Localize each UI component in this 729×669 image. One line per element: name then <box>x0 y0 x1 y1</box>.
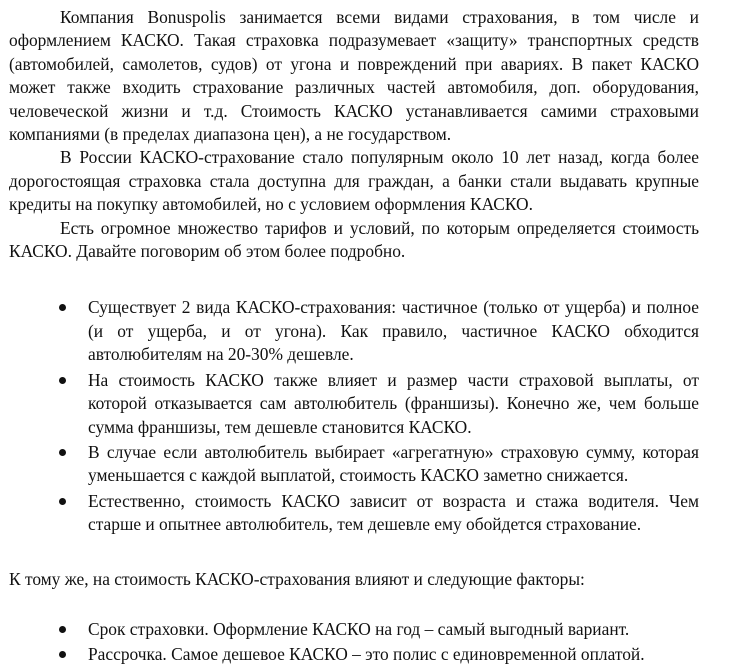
bullet-text: В случае если автолюбитель выбирает «агрегатную» страховую сумму, которая уменьшается с каждой выплатой, стоимость КАСКО заметно снижается. <box>88 441 699 486</box>
bullet-item <box>9 441 699 488</box>
spacer <box>9 591 699 618</box>
factors-bullet-list <box>9 618 699 667</box>
bullet-icon <box>59 304 66 311</box>
bullet-text: Рассрочка. Самое дешевое КАСКО – это полис с единовременной оплатой. <box>88 644 645 665</box>
main-bullet-list <box>9 296 699 536</box>
spacer <box>9 539 699 568</box>
spacer <box>9 263 699 296</box>
bullet-text: Существует 2 вида КАСКО-страхования: частичное (только от ущерба) и полное (и от ущерба, и от угона). Как правило, частичное КАСКО обходится автолюбителям на 20-30% дешевле. <box>88 297 699 365</box>
bullet-item <box>9 369 699 439</box>
intro-paragraph-2: В России КАСКО-страхование стало популярным около 10 лет назад, когда более дорогостоящая страховка стала доступна для граждан, а банки стали выдавать крупные кредиты на покупку автомобилей, но с условием оформления КАСКО. <box>9 147 699 215</box>
bullet-item <box>9 643 699 666</box>
bullet-text: Естественно, стоимость КАСКО зависит от возраста и стажа водителя. Чем старше и опытнее автолюбитель, тем дешевле ему обойдется страхование. <box>88 490 699 535</box>
bullet-icon <box>59 651 66 658</box>
bullet-icon <box>59 498 66 505</box>
factors-intro: К тому же, на стоимость КАСКО-страхования влияют и следующие факторы: <box>9 568 585 589</box>
bullet-item <box>9 618 699 641</box>
intro-paragraph-1: Компания Bonuspolis занимается всеми видами страхования, в том числе и оформлением КАСКО. Такая страховка подразумевает «защиту» транспортных средств (автомобилей, самолетов, судов) от угона и повреждений при авариях. В пакет КАСКО может также входить страхование различных частей автомобиля, доп. оборудования, человеческой жизни и т.д. Стоимость КАСКО устанавливается самими страховыми компаниями (в пределах диапазона цен), а не государством. <box>9 7 699 145</box>
bullet-icon <box>59 377 66 384</box>
bullet-icon <box>59 449 66 456</box>
bullet-text: На стоимость КАСКО также влияет и размер части страховой выплаты, от которой отказывается сам автолюбитель (франшизы). Конечно же, чем больше сумма франшизы, тем дешевле становится КАСКО. <box>88 369 699 437</box>
bullet-item <box>9 296 699 366</box>
intro-paragraph-3: Есть огромное множество тарифов и условий, по которым определяется стоимость КАСКО. Давайте поговорим об этом более подробно. <box>9 217 699 262</box>
bullet-item <box>9 490 699 537</box>
document-page <box>9 6 699 669</box>
bullet-text: Срок страховки. Оформление КАСКО на год – самый выгодный вариант. <box>88 618 630 639</box>
bullet-icon <box>59 626 66 633</box>
